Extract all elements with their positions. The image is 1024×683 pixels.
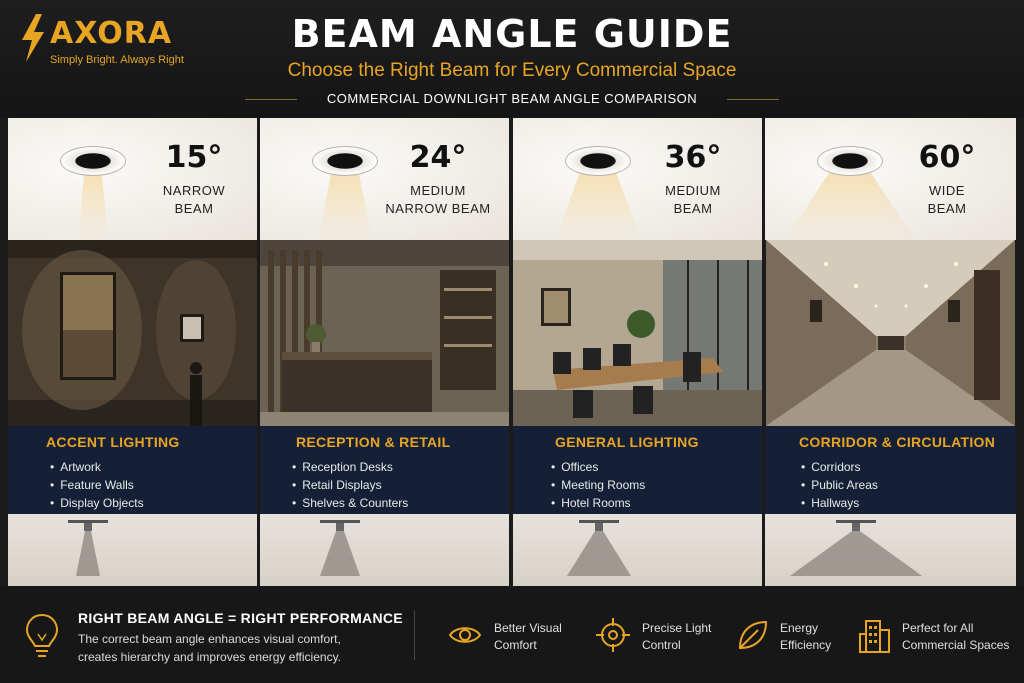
- beam-spread-diagram: [260, 514, 509, 586]
- list-item: • Artwork: [50, 458, 144, 476]
- feature-label: Perfect for All Commercial Spaces: [902, 621, 1010, 652]
- beam-angle-value: 60°: [918, 140, 976, 175]
- page-title: BEAM ANGLE GUIDE: [291, 12, 733, 56]
- meeting-room-scene-image: [513, 240, 762, 426]
- feature-label: Precise Light Control: [642, 621, 712, 652]
- usage-card: [8, 426, 257, 514]
- leaf-icon: [736, 618, 770, 652]
- beam-type-label: NARROW BEAM: [162, 183, 226, 216]
- fixture-area: [260, 118, 509, 240]
- corridor-scene-image: [765, 240, 1016, 426]
- list-item: • Feature Walls: [50, 476, 144, 494]
- beam-type-label: MEDIUM BEAM: [665, 183, 721, 216]
- beam-panel-15[interactable]: [8, 118, 257, 586]
- beam-type-label: MEDIUM NARROW BEAM: [385, 183, 491, 216]
- title-rule-right: [727, 99, 779, 100]
- fixture-area: [8, 118, 257, 240]
- usage-list: [50, 458, 144, 512]
- beam-type-label: WIDE BEAM: [927, 183, 967, 216]
- usage-list: [551, 458, 645, 512]
- feature-label: Energy Efficiency: [780, 621, 832, 652]
- reception-scene-image: [260, 240, 509, 426]
- beam-angle-value: 15°: [165, 140, 223, 175]
- beam-panels: [0, 118, 1024, 586]
- usage-list: [801, 458, 878, 512]
- beam-angle-value: 24°: [409, 140, 467, 175]
- usage-card: [765, 426, 1016, 514]
- fixture-area: [765, 118, 1016, 240]
- list-item: • Hallways: [801, 494, 878, 512]
- fixture-area: [513, 118, 762, 240]
- list-item: • Retail Displays: [292, 476, 408, 494]
- usage-category: ACCENT LIGHTING: [46, 434, 180, 450]
- list-item: • Display Objects: [50, 494, 144, 512]
- title-rule-left: [245, 99, 297, 100]
- header: [0, 0, 1024, 118]
- footer-description: The correct beam angle enhances visual comfort, creates hierarchy and improves energy efficiency.: [78, 632, 342, 664]
- list-item: • Reception Desks: [292, 458, 408, 476]
- downlight-icon: [312, 146, 378, 176]
- beam-panel-36[interactable]: [513, 118, 762, 586]
- downlight-icon: [817, 146, 883, 176]
- list-item: • Meeting Rooms: [551, 476, 645, 494]
- gallery-scene-image: [8, 240, 257, 426]
- usage-card: [513, 426, 762, 514]
- building-icon: [858, 618, 892, 654]
- beam-panel-24[interactable]: [260, 118, 509, 586]
- footer: [0, 586, 1024, 683]
- list-item: • Corridors: [801, 458, 878, 476]
- page-subtitle: Choose the Right Beam for Every Commercial Space: [287, 60, 737, 81]
- beam-spread-diagram: [765, 514, 1016, 586]
- feature-label: Better Visual Comfort: [494, 621, 562, 652]
- usage-card: [260, 426, 509, 514]
- downlight-icon: [565, 146, 631, 176]
- usage-list: [292, 458, 408, 512]
- beam-panel-60[interactable]: [765, 118, 1016, 586]
- comparison-heading: COMMERCIAL DOWNLIGHT BEAM ANGLE COMPARISON: [326, 91, 698, 106]
- footer-divider: [414, 610, 415, 660]
- beam-spread-diagram: [513, 514, 762, 586]
- footer-headline: RIGHT BEAM ANGLE = RIGHT PERFORMANCE: [78, 610, 403, 626]
- list-item: • Shelves & Counters: [292, 494, 408, 512]
- list-item: • Public Areas: [801, 476, 878, 494]
- target-icon: [596, 618, 630, 652]
- beam-spread-diagram: [8, 514, 257, 586]
- usage-category: GENERAL LIGHTING: [555, 434, 699, 450]
- eye-icon: [448, 618, 482, 652]
- usage-category: CORRIDOR & CIRCULATION: [799, 434, 996, 450]
- brand-name: AXORA: [50, 16, 173, 51]
- downlight-icon: [60, 146, 126, 176]
- usage-category: RECEPTION & RETAIL: [296, 434, 451, 450]
- beam-angle-value: 36°: [664, 140, 722, 175]
- lightbulb-icon: [24, 612, 60, 660]
- list-item: • Offices: [551, 458, 645, 476]
- brand-tagline: Simply Bright. Always Right: [50, 54, 184, 66]
- list-item: • Hotel Rooms: [551, 494, 645, 512]
